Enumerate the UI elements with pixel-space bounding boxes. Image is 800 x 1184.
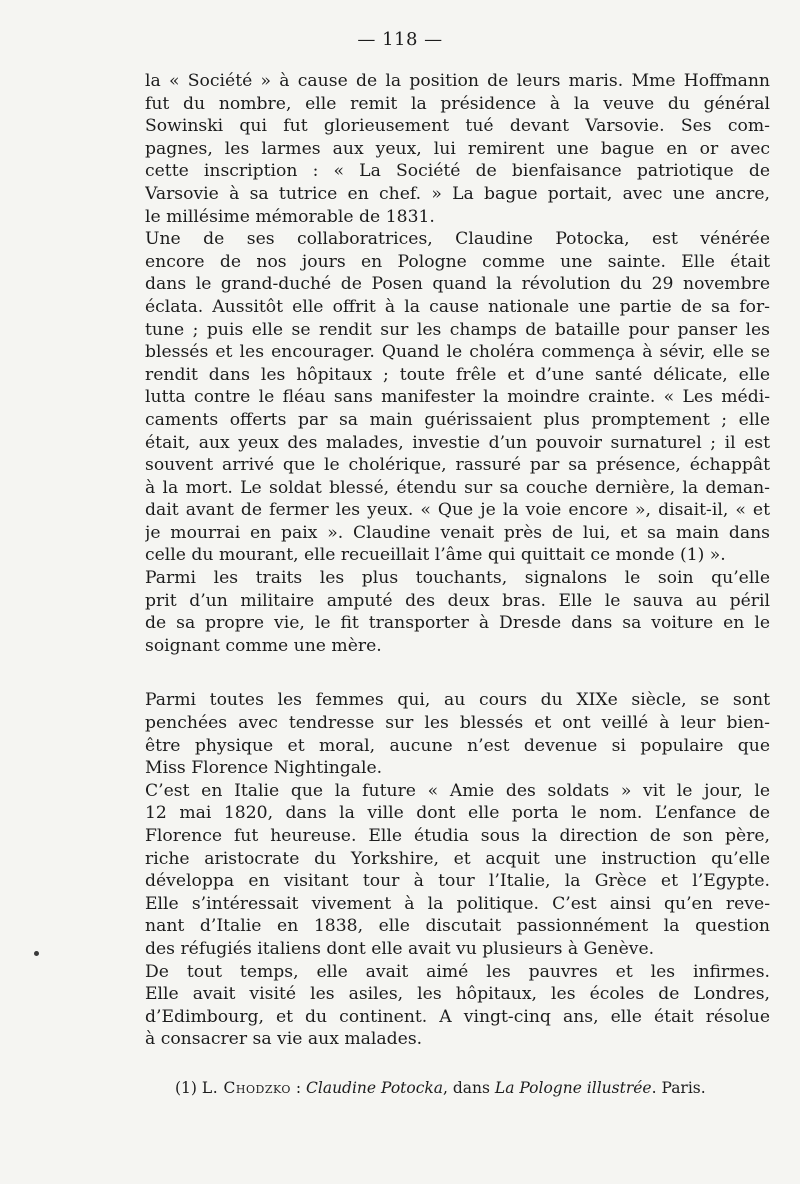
text-line: Elle s’intéressait vivement à la politique. C’est ainsi qu’en reve- [145, 893, 770, 914]
text-line: pagnes, les larmes aux yeux, lui remirent une bague en or avec [145, 138, 770, 159]
text-line: à consacrer sa vie aux malades. [145, 1029, 423, 1050]
text-line: Sowinski qui fut glorieusement tué devant Varsovie. Ses com- [145, 116, 770, 137]
paragraph [145, 961, 770, 1051]
footnote-end: . Paris. [651, 1079, 706, 1097]
footnote [175, 1079, 706, 1097]
text-line: fut du nombre, elle remit la présidence à la veuve du général [145, 93, 770, 114]
paragraph [145, 689, 770, 779]
text-line: De tout temps, elle avait aimé les pauvres et les infirmes. [145, 961, 770, 982]
text-line: à la mort. Le soldat blessé, étendu sur sa couche dernière, la deman- [145, 477, 770, 498]
text-line: Parmi toutes les femmes qui, au cours du XIXe siècle, se sont [145, 690, 770, 711]
text-line: développa en visitant tour à tour l’Italie, la Grèce et l’Egypte. [145, 871, 770, 892]
text-line: penchées avec tendresse sur les blessés et ont veillé à leur bien- [145, 713, 770, 734]
text-line: nant d’Italie en 1838, elle discutait passionnément la question [145, 916, 770, 937]
text-line: était, aux yeux des malades, investie d’un pouvoir surnaturel ; il est [145, 432, 770, 453]
text-line: le millésime mémorable de 1831. [145, 206, 435, 227]
footnote-marker: (1) [175, 1079, 197, 1097]
text-line: blessés et les encourager. Quand le choléra commença à sévir, elle se [145, 342, 770, 363]
paragraph [145, 70, 770, 228]
body-text [145, 70, 770, 1051]
text-line: Une de ses collaboratrices, Claudine Potocka, est vénérée [145, 229, 770, 250]
footnote-middle: , dans [443, 1079, 495, 1097]
footnote-source: La Pologne illustrée [494, 1079, 652, 1097]
text-line: la « Société » à cause de la position de leurs maris. Mme Hoffmann [145, 71, 770, 91]
text-line: prit d’un militaire amputé des deux bras. Elle le sauva au péril [145, 590, 770, 611]
paragraph [145, 567, 770, 657]
text-line: d’Edimbourg, et du continent. A vingt-cinq ans, elle était résolue [145, 1006, 770, 1027]
text-line: riche aristocrate du Yorkshire, et acquit une instruction qu’elle [145, 848, 770, 869]
text-line: Miss Florence Nightingale. [145, 758, 383, 779]
footnote-author: L. Chodzko [201, 1079, 291, 1097]
text-line: je mourrai en paix ». Claudine venait près de lui, et sa main dans [145, 522, 770, 543]
text-line: Florence fut heureuse. Elle étudia sous la direction de son père, [145, 826, 770, 846]
text-line: encore de nos jours en Pologne comme une sainte. Elle était [145, 251, 770, 272]
text-line: être physique et moral, aucune n’est devenue si populaire que [145, 735, 770, 756]
text-line: tune ; puis elle se rendit sur les champs de bataille pour panser les [145, 319, 770, 340]
text-line: Varsovie à sa tutrice en chef. » La bague portait, avec une ancre, [145, 183, 770, 204]
text-line: 12 mai 1820, dans la ville dont elle porta le nom. L’enfance de [145, 803, 770, 824]
text-line: éclata. Aussitôt elle offrit à la cause nationale une partie de sa for- [145, 296, 770, 317]
text-line: souvent arrivé que le cholérique, rassuré par sa présence, échappât [145, 455, 770, 476]
text-line: dans le grand-duché de Posen quand la révolution du 29 novembre [145, 274, 770, 295]
paper-speck [34, 951, 39, 956]
text-line: dait avant de fermer les yeux. « Que je la voie encore », disait-il, « et [145, 500, 770, 521]
text-line: de sa propre vie, le fit transporter à Dresde dans sa voiture en le [145, 613, 770, 634]
text-line: C’est en Italie que la future « Amie des soldats » vit le jour, le [145, 780, 770, 801]
paragraph [145, 228, 770, 567]
text-line: des réfugiés italiens dont elle avait vu plusieurs à Genève. [145, 938, 655, 959]
footnote-title: Claudine Potocka [306, 1079, 444, 1097]
paragraph [145, 780, 770, 961]
footnote-separator: : [290, 1079, 307, 1097]
text-line: soignant comme une mère. [145, 635, 382, 656]
text-line: cette inscription : « La Société de bienfaisance patriotique de [145, 161, 770, 182]
text-line: caments offerts par sa main guérissaient plus promptement ; elle [145, 409, 770, 430]
section-break [145, 657, 770, 689]
text-line: lutta contre le fléau sans manifester la moindre crainte. « Les médi- [145, 387, 770, 408]
text-line: rendit dans les hôpitaux ; toute frêle et d’une santé délicate, elle [145, 364, 770, 385]
text-line: celle du mourant, elle recueillait l’âme qui quittait ce monde (1) ». [145, 545, 726, 566]
text-line: Elle avait visité les asiles, les hôpitaux, les écoles de Londres, [145, 984, 770, 1005]
page-number: — 118 — [357, 29, 443, 50]
text-line: Parmi les traits les plus touchants, signalons le soin qu’elle [145, 568, 770, 589]
